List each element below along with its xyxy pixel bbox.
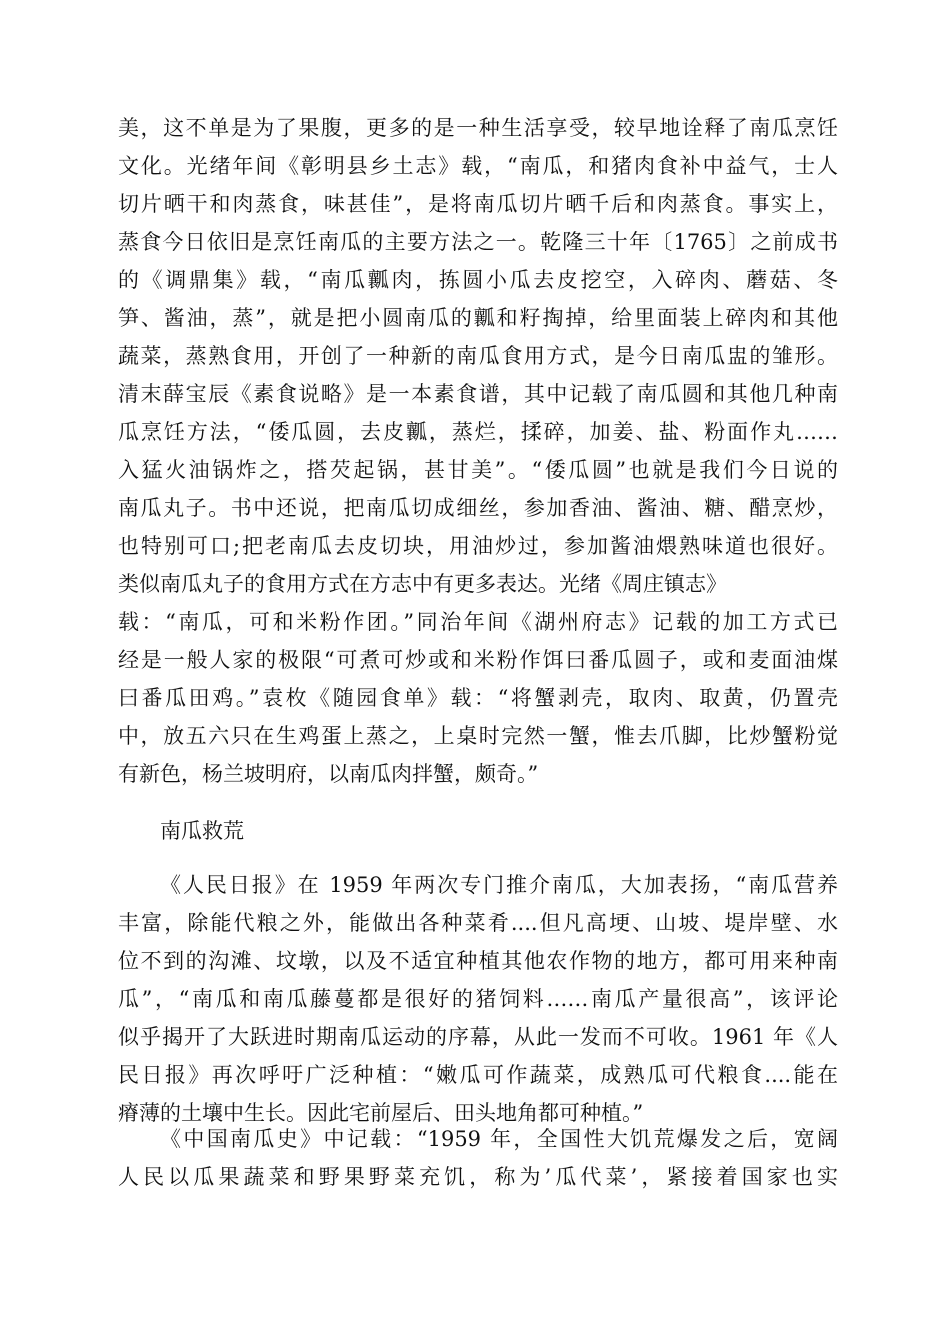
text-line: 瓜”，“南瓜和南瓜藤蔓都是很好的猪饲料……南瓜产量很高”，该评论 — [118, 987, 838, 1011]
text-line: 曰番瓜田鸡。”袁枚《随园食单》载：“将蟹剥壳，取肉、取黄，仍置壳 — [118, 686, 838, 710]
pumpkin-culture-paragraph — [118, 109, 838, 793]
text-line: 《人民日报》在 1959 年两次专门推介南瓜，大加表扬，“南瓜营养 — [160, 873, 838, 897]
text-line: 经是一般人家的极限“可煮可炒或和米粉作饵曰番瓜圆子，或和麦面油煤 — [118, 648, 838, 672]
text-line: 瓜烹饪方法，“倭瓜圆，去皮瓤，蒸烂，揉碎，加姜、盐、粉面作丸…… — [118, 420, 838, 444]
peoples-daily-paragraph — [118, 866, 838, 1132]
text-line: 也特别可口;把老南瓜去皮切块，用油炒过，参加酱油煨熟味道也很好。 — [118, 534, 838, 558]
text-line: 美，这不单是为了果腹，更多的是一种生活享受，较早地诠释了南瓜烹饪 — [118, 116, 838, 140]
text-line: 蔬菜，蒸熟食用，开创了一种新的南瓜食用方式，是今日南瓜盅的雏形。 — [118, 344, 838, 368]
section-heading — [118, 812, 838, 850]
text-line: 瘠薄的土壤中生长。因此宅前屋后、田头地角都可种植。” — [118, 1101, 644, 1125]
text-line: 南瓜丸子。书中还说，把南瓜切成细丝，参加香油、酱油、糖、醋烹炒， — [118, 496, 838, 520]
history-paragraph — [118, 1120, 838, 1196]
text-line: 位不到的沟滩、坟墩，以及不适宜种植其他农作物的地方，都可用来种南 — [118, 949, 838, 973]
text-line: 中，放五六只在生鸡蛋上蒸之，上桌时完然一蟹，惟去爪脚，比炒蟹粉觉 — [118, 724, 838, 748]
text-line: 入猛火油锅炸之，搭芡起锅，甚甘美”。“倭瓜圆”也就是我们今日说的 — [118, 458, 838, 482]
text-line: 的《调鼎集》载，“南瓜瓤肉，拣圆小瓜去皮挖空，入碎肉、蘑菇、冬 — [118, 268, 838, 292]
text-line: 人民以瓜果蔬菜和野果野菜充饥，称为’瓜代菜’，紧接着国家也实 — [118, 1165, 838, 1189]
text-line: 清末薛宝辰《素食说略》是一本素食谱，其中记载了南瓜圆和其他几种南 — [118, 382, 838, 406]
text-line: 笋、酱油，蒸”，就是把小圆南瓜的瓤和籽掏掉，给里面装上碎肉和其他 — [118, 306, 838, 330]
text-line: 文化。光绪年间《彰明县乡土志》载，“南瓜，和猪肉食补中益气，士人 — [118, 154, 838, 178]
text-line: 民日报》再次呼吁广泛种植：“嫩瓜可作蔬菜，成熟瓜可代粮食....能在 — [118, 1063, 838, 1087]
text-line: 切片晒干和肉蒸食，味甚佳”，是将南瓜切片晒千后和肉蒸食。事实上， — [118, 192, 838, 216]
section-heading-text: 南瓜救荒 — [160, 819, 244, 843]
text-line: 类似南瓜丸子的食用方式在方志中有更多表达。光绪《周庄镇志》 — [118, 572, 727, 596]
text-line: 《中国南瓜史》中记载：“1959 年，全国性大饥荒爆发之后，宽阔 — [160, 1127, 838, 1151]
text-line: 有新色，杨兰坡明府，以南瓜肉拌蟹，颇奇。” — [118, 762, 539, 786]
text-line: 蒸食今日依旧是烹饪南瓜的主要方法之一。乾隆三十年〔1765〕之前成书 — [118, 230, 838, 254]
text-line: 丰富，除能代粮之外，能做出各种菜肴....但凡高埂、山坡、堤岸壁、水 — [118, 911, 838, 935]
text-line: 载：“南瓜，可和米粉作团。”同治年间《湖州府志》记载的加工方式已 — [118, 610, 838, 634]
text-line: 似乎揭开了大跃进时期南瓜运动的序幕，从此一发而不可收。1961 年《人 — [118, 1025, 838, 1049]
